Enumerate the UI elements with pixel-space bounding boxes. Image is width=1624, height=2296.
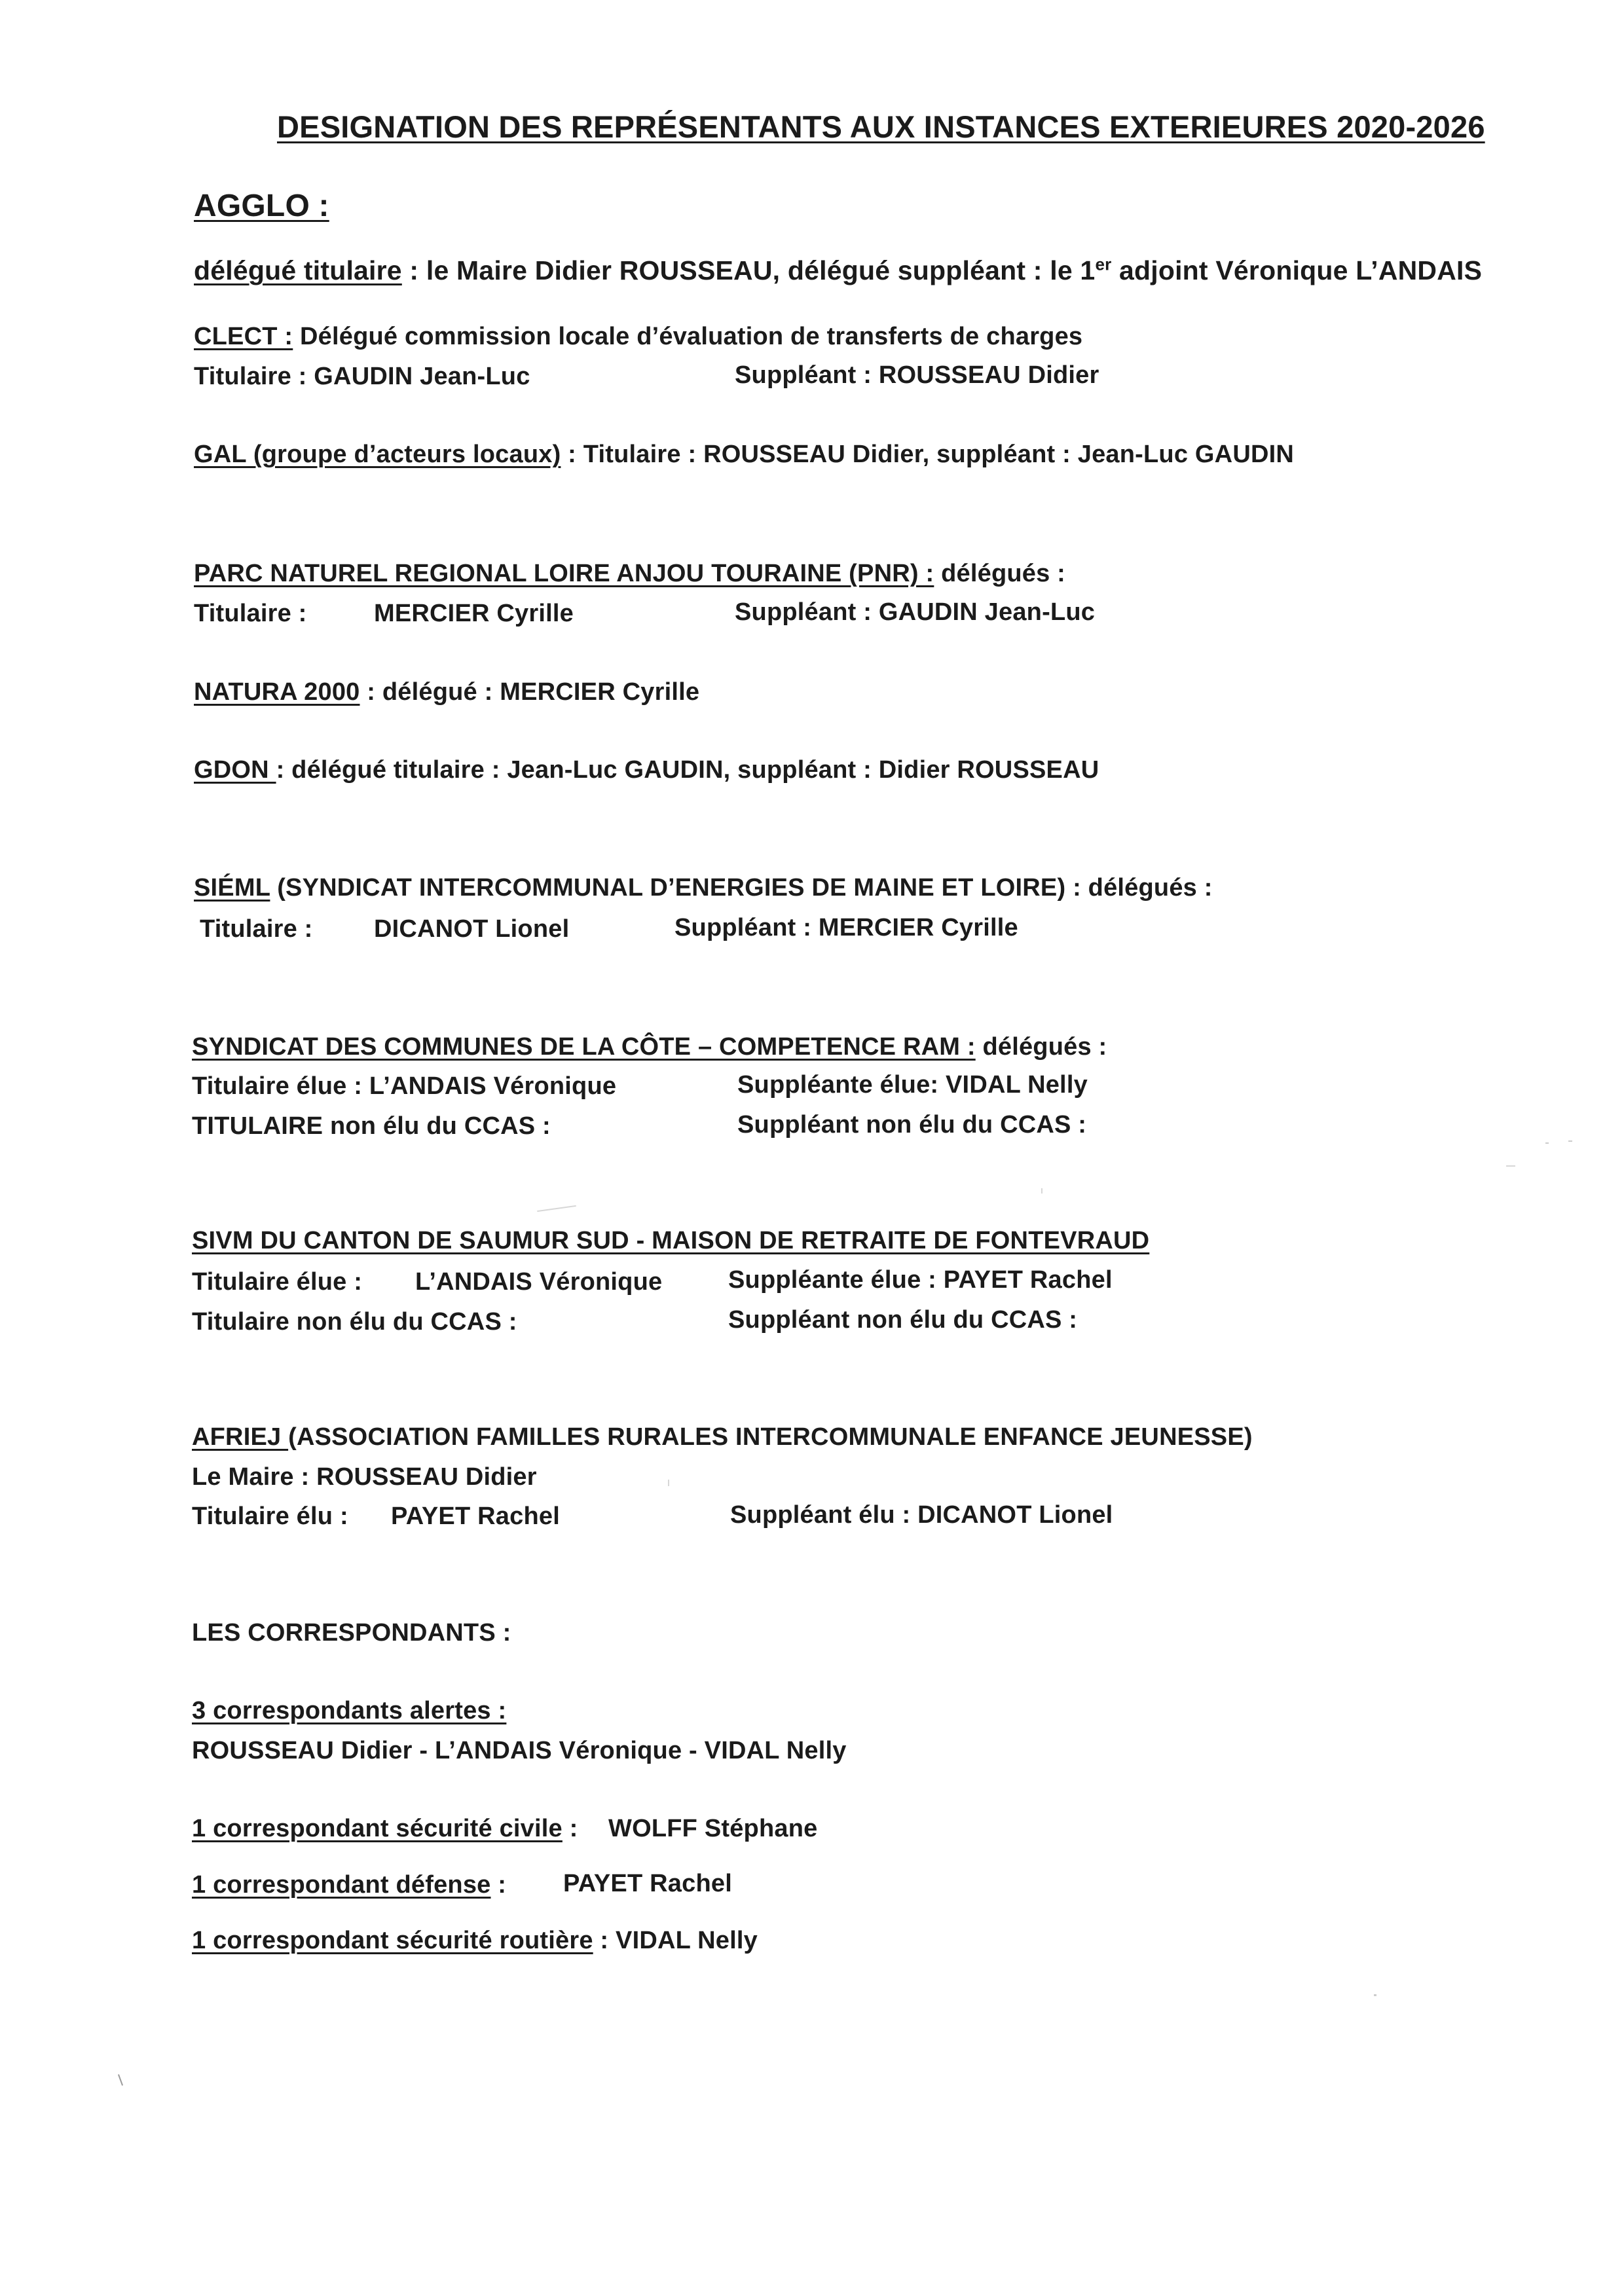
scan-mark bbox=[1374, 1994, 1376, 1996]
scan-mark bbox=[537, 1205, 576, 1212]
gal-label: GAL (groupe d’acteurs locaux) bbox=[194, 441, 561, 468]
syndicat-label: SYNDICAT DES COMMUNES DE LA CÔTE – COMPETENCE RAM : bbox=[192, 1033, 976, 1061]
sivm-suppleant-non-elu: Suppléant non élu du CCAS : bbox=[728, 1306, 1078, 1334]
natura-text: : délégué : MERCIER Cyrille bbox=[360, 678, 700, 706]
clect-desc: Délégué commission locale d’évaluation de transferts de charges bbox=[293, 323, 1083, 350]
defense-name: PAYET Rachel bbox=[563, 1870, 732, 1897]
syndicat-suppleante-elue: Suppléante élue: VIDAL Nelly bbox=[737, 1071, 1088, 1099]
afriej-titulaire-label: Titulaire élu : bbox=[192, 1503, 348, 1530]
gal-line bbox=[194, 439, 1294, 469]
natura-label: NATURA 2000 bbox=[194, 678, 360, 706]
syndicat-titulaire-non-elu: TITULAIRE non élu du CCAS : bbox=[192, 1112, 551, 1140]
agglo-text-a: : le Maire Didier ROUSSEAU, délégué suppléant : le 1 bbox=[401, 255, 1096, 285]
gal-text: : Titulaire : ROUSSEAU Didier, suppléant : Jean-Luc GAUDIN bbox=[561, 441, 1295, 468]
sieml-titulaire-name: DICANOT Lionel bbox=[374, 915, 570, 943]
sivm-label: SIVM DU CANTON DE SAUMUR SUD - MAISON DE RETRAITE DE FONTEVRAUD bbox=[192, 1227, 1150, 1254]
clect-label: CLECT : bbox=[194, 323, 293, 350]
defense-sep: : bbox=[490, 1871, 507, 1899]
sivm-suppleante-elue: Suppléante élue : PAYET Rachel bbox=[728, 1266, 1113, 1294]
sivm-titulaire-non-elu: Titulaire non élu du CCAS : bbox=[192, 1308, 517, 1336]
scan-mark bbox=[1041, 1188, 1043, 1194]
afriej-suppleant: Suppléant élu : DICANOT Lionel bbox=[730, 1501, 1113, 1529]
routiere-line bbox=[192, 1925, 758, 1956]
securite-civile-line bbox=[192, 1813, 578, 1844]
syndicat-titulaire-elue: Titulaire élue : L’ANDAIS Véronique bbox=[192, 1072, 617, 1100]
pnr-text: délégués : bbox=[934, 560, 1066, 587]
page-title: DESIGNATION DES REPRÉSENTANTS AUX INSTANCES EXTERIEURES 2020-2026 bbox=[277, 109, 1485, 144]
clect-line bbox=[194, 321, 1082, 352]
afriej-label: AFRIEJ bbox=[192, 1423, 289, 1451]
syndicat-line bbox=[192, 1032, 1107, 1062]
scan-mark bbox=[118, 2074, 123, 2086]
gdon-line bbox=[194, 755, 1099, 785]
syndicat-text: délégués : bbox=[975, 1033, 1107, 1061]
afriej-titulaire-name: PAYET Rachel bbox=[391, 1503, 560, 1530]
pnr-label: PARC NATUREL REGIONAL LOIRE ANJOU TOURAINE (PNR) : bbox=[194, 560, 934, 587]
gdon-text: : délégué titulaire : Jean-Luc GAUDIN, suppléant : Didier ROUSSEAU bbox=[276, 756, 1099, 784]
sivm-titulaire-name: L’ANDAIS Véronique bbox=[415, 1268, 663, 1296]
sieml-label: SIÉML bbox=[194, 874, 270, 902]
agglo-text-b: adjoint Véronique L’ANDAIS bbox=[1111, 255, 1483, 285]
sieml-suppleant: Suppléant : MERCIER Cyrille bbox=[674, 914, 1018, 941]
afriej-maire: Le Maire : ROUSSEAU Didier bbox=[192, 1463, 537, 1491]
pnr-line bbox=[194, 558, 1065, 589]
alertes-label: 3 correspondants alertes : bbox=[192, 1697, 507, 1724]
agglo-sup: er bbox=[1095, 254, 1112, 274]
sieml-line bbox=[194, 873, 1213, 903]
correspondants-heading: LES CORRESPONDANTS : bbox=[192, 1619, 511, 1647]
pnr-titulaire-name: MERCIER Cyrille bbox=[374, 600, 574, 627]
natura-line bbox=[194, 677, 699, 707]
sieml-text: (SYNDICAT INTERCOMMUNAL D’ENERGIES DE MAINE ET LOIRE) : délégués : bbox=[270, 874, 1213, 902]
sivm-titulaire-label: Titulaire élue : bbox=[192, 1268, 363, 1296]
securite-civile-label: 1 correspondant sécurité civile bbox=[192, 1815, 563, 1842]
routiere-text: : VIDAL Nelly bbox=[593, 1927, 758, 1954]
defense-label: 1 correspondant défense bbox=[192, 1871, 491, 1899]
alertes-names: ROUSSEAU Didier - L’ANDAIS Véronique - VIDAL Nelly bbox=[192, 1737, 847, 1764]
scan-mark bbox=[1568, 1140, 1572, 1142]
clect-suppleant: Suppléant : ROUSSEAU Didier bbox=[735, 361, 1099, 389]
afriej-text: (ASSOCIATION FAMILLES RURALES INTERCOMMUNALE ENFANCE JEUNESSE) bbox=[288, 1423, 1253, 1451]
securite-civile-name: WOLFF Stéphane bbox=[608, 1815, 818, 1842]
defense-line bbox=[192, 1870, 506, 1900]
pnr-suppleant: Suppléant : GAUDIN Jean-Luc bbox=[735, 598, 1096, 626]
agglo-label: délégué titulaire bbox=[194, 255, 402, 285]
clect-titulaire: Titulaire : GAUDIN Jean-Luc bbox=[194, 363, 530, 390]
pnr-titulaire-label: Titulaire : bbox=[194, 600, 307, 627]
agglo-heading: AGGLO : bbox=[194, 189, 329, 223]
scan-mark bbox=[668, 1480, 669, 1486]
securite-civile-sep: : bbox=[562, 1815, 578, 1842]
gdon-label: GDON bbox=[194, 756, 276, 784]
scan-mark bbox=[1545, 1142, 1549, 1144]
scan-mark bbox=[1506, 1165, 1515, 1167]
syndicat-suppleant-non-elu: Suppléant non élu du CCAS : bbox=[737, 1111, 1087, 1139]
routiere-label: 1 correspondant sécurité routière bbox=[192, 1927, 593, 1954]
agglo-line bbox=[194, 255, 1482, 285]
afriej-line bbox=[192, 1422, 1253, 1452]
sieml-titulaire-label: Titulaire : bbox=[200, 915, 313, 943]
